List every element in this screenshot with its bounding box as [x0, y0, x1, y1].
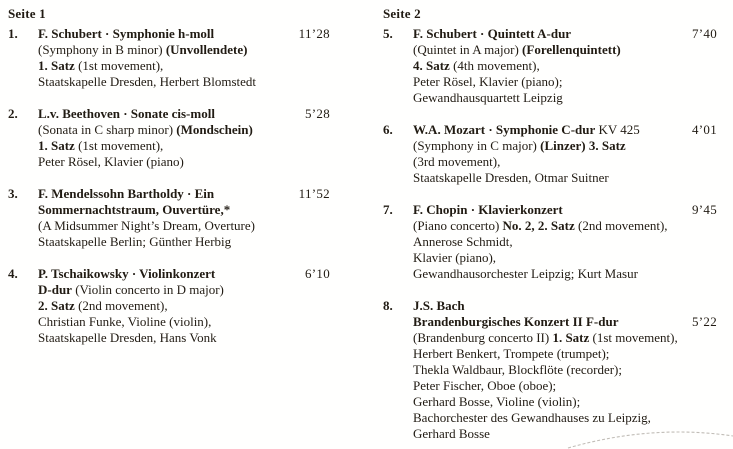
track-line [413, 394, 717, 410]
track-line [38, 106, 330, 122]
text-segment: Brandenburgisches Konzert II F-dur [413, 314, 619, 329]
text-segment: No. 2, 2. Satz [502, 218, 575, 233]
text-segment: 1. Satz [38, 138, 75, 153]
track-line [413, 250, 717, 266]
text-segment: Gerhard Bosse, Violine (violin); [413, 394, 581, 409]
track-line [38, 138, 330, 154]
text-segment: Peter Rösel, Klavier (piano); [413, 74, 563, 89]
track-lines [413, 26, 717, 106]
text-segment: KV 425 [595, 122, 640, 137]
track-duration: 5’22 [691, 314, 717, 329]
track-lines [38, 186, 330, 250]
text-segment: L.v. Beethoven · Sonate cis-moll [38, 106, 215, 121]
track-line [38, 58, 330, 74]
text-segment: (Piano concerto) [413, 218, 503, 233]
section-header: Seite 1 [8, 6, 46, 21]
text-segment: (Quintet in A major) [413, 42, 523, 57]
text-segment: Christian Funke, Violine (violin), [38, 314, 212, 329]
text-segment: Annerose Schmidt, [413, 234, 513, 249]
section-header: Seite 2 [383, 6, 421, 21]
text-segment: F. Schubert · Quintett A-dur [413, 26, 572, 41]
text-segment: Gewandhausorchester Leipzig; Kurt Masur [413, 266, 638, 281]
track-duration: 7’40 [691, 26, 717, 41]
text-segment: 1. Satz [38, 58, 75, 73]
track-number: 8. [383, 298, 393, 313]
track-line [413, 218, 717, 234]
text-segment: Thekla Waldbaur, Blockflöte (recorder); [413, 362, 622, 377]
track-line [413, 346, 717, 362]
track-line [413, 410, 717, 426]
track-number: 6. [383, 122, 393, 137]
track-line [38, 186, 330, 202]
text-segment: F. Schubert · Symphonie h-moll [38, 26, 215, 41]
track-lines [38, 106, 330, 170]
text-segment: Bachorchester des Gewandhauses zu Leipzig, [413, 410, 651, 425]
text-segment: (Sonata in C sharp minor) [38, 122, 177, 137]
track-duration: 11’52 [298, 186, 330, 201]
track-line [38, 122, 330, 138]
text-segment: (2nd movement), [574, 218, 668, 233]
text-segment: Klavier (piano), [413, 250, 497, 265]
text-segment: W.A. Mozart · Symphonie C-dur [413, 122, 596, 137]
text-segment: P. Tschaikowsky · Violinkonzert [38, 266, 216, 281]
text-segment: Staatskapelle Dresden, Otmar Suitner [413, 170, 609, 185]
text-segment: (1st movement), [589, 330, 678, 345]
text-segment: F. Chopin · Klavierkonzert [413, 202, 563, 217]
track-duration: 4’01 [691, 122, 717, 137]
text-segment: Gerhard Bosse [413, 426, 490, 441]
text-segment: (1st movement), [74, 58, 164, 73]
text-segment: Herbert Benkert, Trompete (trumpet); [413, 346, 610, 361]
track-line [413, 58, 717, 74]
track-line [413, 314, 717, 330]
track-line [38, 74, 330, 90]
page-column [8, 6, 330, 362]
track-line [38, 202, 330, 218]
track-duration: 6’10 [304, 266, 330, 281]
track-duration: 5’28 [304, 106, 330, 121]
track-line [413, 426, 717, 442]
page-column [383, 6, 717, 449]
track-line [38, 26, 330, 42]
track-line [413, 202, 717, 218]
track-item [8, 186, 330, 250]
track-line [413, 330, 717, 346]
track-line [413, 138, 717, 154]
text-segment: (Linzer) 3. Satz [540, 138, 626, 153]
track-line [38, 314, 330, 330]
text-segment: (Violin concerto in D major) [71, 282, 224, 297]
track-number: 3. [8, 186, 18, 201]
text-segment: (Symphony in C major) [413, 138, 541, 153]
track-line [38, 330, 330, 346]
track-duration: 9’45 [691, 202, 717, 217]
track-line [413, 90, 717, 106]
track-item [383, 26, 717, 106]
text-segment: D-dur [38, 282, 72, 297]
track-line [413, 266, 717, 282]
track-line [413, 234, 717, 250]
text-segment: (Forellenquintett) [522, 42, 621, 57]
text-segment: 2. Satz [38, 298, 75, 313]
track-line [413, 74, 717, 90]
track-line [38, 282, 330, 298]
track-item [8, 26, 330, 90]
track-number: 7. [383, 202, 393, 217]
text-segment: (Mondschein) [176, 122, 253, 137]
track-line [413, 26, 717, 42]
text-segment: Staatskapelle Dresden, Hans Vonk [38, 330, 217, 345]
track-line [38, 298, 330, 314]
track-item [8, 266, 330, 346]
text-segment: (3rd movement), [413, 154, 501, 169]
track-lines [38, 26, 330, 90]
text-segment: Sommernachtstraum, Ouvertüre,* [38, 202, 231, 217]
track-line [413, 170, 717, 186]
text-segment: (Unvollendete) [165, 42, 248, 57]
text-segment: Peter Fischer, Oboe (oboe); [413, 378, 557, 393]
track-line [413, 298, 717, 314]
text-segment: 1. Satz [552, 330, 590, 345]
track-number: 5. [383, 26, 393, 41]
track-lines [413, 122, 717, 186]
text-segment: (4th movement), [449, 58, 540, 73]
track-number: 2. [8, 106, 18, 121]
track-item [383, 202, 717, 282]
track-line [413, 42, 717, 58]
text-segment: J.S. Bach [413, 298, 465, 313]
track-line [413, 362, 717, 378]
text-segment: (Brandenburg concerto II) [413, 330, 553, 345]
text-segment: F. Mendelssohn Bartholdy · Ein [38, 186, 215, 201]
track-line [38, 234, 330, 250]
text-segment: Gewandhausquartett Leipzig [413, 90, 563, 105]
track-line [413, 122, 717, 138]
text-segment: (A Midsummer Night’s Dream, Overture) [38, 218, 255, 233]
track-lines [413, 202, 717, 282]
track-duration: 11’28 [298, 26, 330, 41]
text-segment: (1st movement), [74, 138, 164, 153]
track-line [38, 266, 330, 282]
text-segment: (2nd movement), [74, 298, 168, 313]
track-line [38, 218, 330, 234]
track-line [38, 154, 330, 170]
text-segment: (Symphony in B minor) [38, 42, 166, 57]
track-number: 1. [8, 26, 18, 41]
text-segment: Staatskapelle Dresden, Herbert Blomstedt [38, 74, 257, 89]
track-item [383, 122, 717, 186]
text-segment: Peter Rösel, Klavier (piano) [38, 154, 184, 169]
track-number: 4. [8, 266, 18, 281]
text-segment: Staatskapelle Berlin; Günther Herbig [38, 234, 232, 249]
track-line [413, 378, 717, 394]
track-item [383, 298, 717, 442]
text-segment: 4. Satz [413, 58, 450, 73]
track-item [8, 106, 330, 170]
track-lines [38, 266, 330, 346]
track-line [38, 42, 330, 58]
track-line [413, 154, 717, 170]
track-lines [413, 298, 717, 442]
